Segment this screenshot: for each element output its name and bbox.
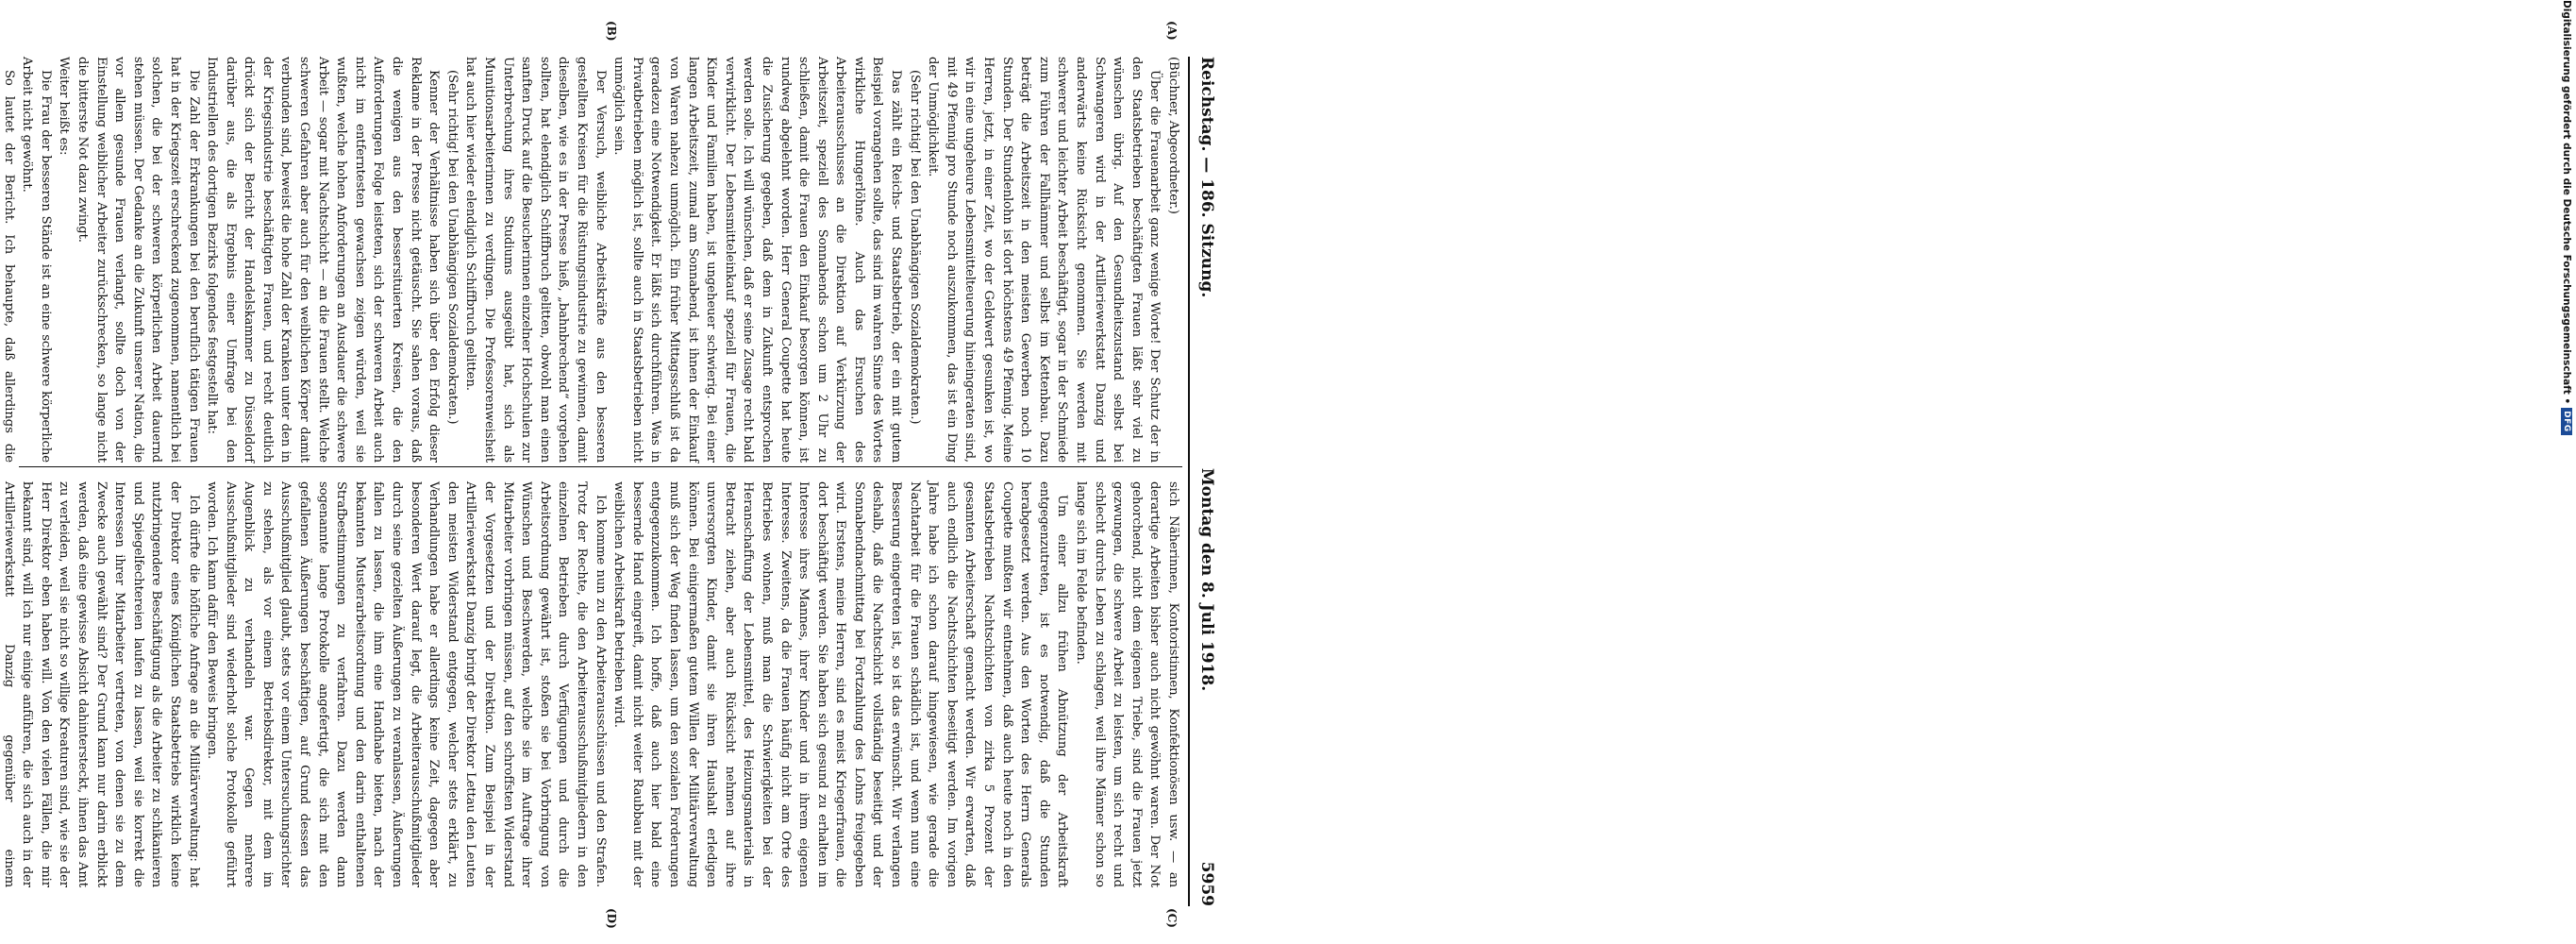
- paragraph: sich Näherinnen, Kontoristinnen, Konfektionösen usw. — an derartige Arbeiten bisher auch nicht gewöhnt waren. Der Not gehorchend, nicht dem eigenen Triebe, sind die Frauen jetzt gezwungen, die schwere Arbeit zu leisten, um sich recht und schlecht durchs Leben zu schlagen, weil ihre Männer schon so lange sich im Felde befinden.: [1074, 481, 1180, 887]
- interjection: (Sehr richtig! bei den Unabhängigen Sozialdemokraten.): [444, 70, 460, 425]
- header-left: Reichstag. — 186. Sitzung.: [1197, 57, 1216, 298]
- quotation: Die Zahl der Erkrankungen bei den beruflich tätigen Frauen hat in der Kriegszeit erschreckend zugenommen, namentlich bei solchen, die bei der schweren körperlichen Arbeit dauernd stehen müssen. Der Gedanke an die Zukunft unserer Nation, die vor allem gesunde Frauen verlangt, sollte doch von der Einstellung weiblicher Arbeiter zurückschrecken, so lange nicht die bitterste Not dazu zwingt.: [75, 57, 201, 463]
- paragraph: Weiter heißt es:: [57, 57, 72, 156]
- paragraph: Um einer allzu frühen Abnützung der Arbeitskraft entgegenzutreten, ist es notwendig, daß die Stunden herabgesetzt werden. Aus den Worten des Herrn Generals Coupette mußten wir entnehmen, daß auch heute noch in den Staatsbetrieben Nachtschichten von zirka 5 Prozent der gesamten Arbeiterschaft gemacht werden. Wir erwarten, daß auch endlich die Nachtschichten beseitigt werden. Im vorigen Jahre habe ich schon darauf hingewiesen, wie gerade die Nachtarbeit für die Frauen schädlich ist, und wenn nun eine Besserung eingetreten ist, so ist das erwünscht. Wir verlangen deshalb, daß die Nachtschicht vollständig beseitigt und der Sonnabendnachmittag bei Fortzahlung des Lohns freigegeben wird. Erstens, meine Herren, sind es meist Kriegerfrauen, die dort beschäftigt werden. Sie haben sich gesund zu erhalten im Interesse ihres Mannes, ihrer Kinder und in ihrem eigenen Interesse. Zweitens, da die Frauen häufig nicht am Orte des Betriebes wohnen, muß man die Schwierigkeiten bei der Heranschaffung der Lebensmittel, des Heizungsmaterials in Betracht ziehen, aber auch Rücksicht nehmen auf ihre unversorgten Kinder, damit sie ihren Haushalt erledigen können. Bei einigermaßen gutem Willen der Militärverwaltung muß sich der Weg finden lassen, um den sozialen Forderungen entgegenzukommen. Ich hoffe, daß auch hier bald eine bessernde Hand eingreift, damit nicht weiter Raubbau mit der weiblichen Arbeitskraft betrieben wird.: [611, 481, 1070, 887]
- page-number: 5959: [1197, 861, 1216, 906]
- paragraph: Ich komme nun zu den Arbeiterausschüssen und den Strafen. Trotz der Rechte, die den Arbeiterausschußmitgliedern in den einzelnen Betrieben durch Verfügungen und durch die Arbeitsordnung gewährt ist, stoßen sie bei Vorbringung von Wünschen und Beschwerden, welche sie im Auftrage ihrer Mitarbeiter vorbringen müssen, auf den schroffsten Widerstand der Vorgesetzten und der Direktion. Zum Beispiel in der Artilleriewerkstatt Danzig bringt der Direktor Lettau den Leuten den meisten Widerstand entgegen, welcher stets erklärt, zu Verhandlungen habe er allerdings keine Zeit, dagegen aber besonderen Wert darauf legt, die Arbeiterausschußmitglieder durch seine gezielten Äußerungen zu veranlassen, Äußerungen fallen zu lassen, die ihm eine Handhabe bieten, nach der bekannten Musterarbeitsordnung und den darin enthaltenen Strafbestimmungen zu verfahren. Dazu werden dann sogenannte lange Protokolle angefertigt, die sich mit den gefallenen Äußerungen beschäftigen, auf Grund dessen das Ausschußmitglied glaubt, stets vor einem Untersuchungsrichter zu stehen, als vor einem Betriebsdirektor, mit dem im Augenblick zu verhandeln war. Gegen mehrere Ausschußmitglieder sind wiederholt solche Protokolle geführt worden. Ich kann dafür den Beweis bringen.: [205, 481, 608, 887]
- margin-marker-b: (B): [605, 21, 618, 42]
- page-header: [1194, 57, 1220, 906]
- digitization-credit-sidebar: [1285, 0, 2572, 944]
- paragraph: Kenner der Verhältnisse haben sich über den Erfolg dieser Reklame in der Presse nicht getäuscht. Sie sahen voraus, daß die wenigen aus den bessersituierten Kreisen, die den Aufforderungen Folge leisteten, sich der schweren Arbeit auch nicht im entferntesten gewachsen zeigen würden, weil sie wußten, welche hohen Anforderungen an Ausdauer die schwere Arbeit — sogar mit Nachtschicht — an die Frauen stellt. Welche schweren Gefahren aber auch für den weiblichen Körper damit verbunden sind, beweist die hohe Zahl der Kranken unter den in der Kriegsindustrie beschäftigten Frauen, und recht deutlich drückt sich der Bericht der Handelskammer zu Düsseldorf darüber aus, die als Ergebnis einer Umfrage bei den Industriellen des dortigen Bezirks folgendes festgestellt hat:: [205, 57, 442, 463]
- left-column: [1, 57, 1182, 463]
- margin-marker-c: (C): [1165, 908, 1179, 928]
- speaker-note: (Büchner, Abgeordneter.): [1166, 57, 1180, 214]
- header-rule: [1188, 57, 1190, 906]
- quotation: Die Frau der besseren Stände ist an eine schwere körperliche Arbeit nicht gewöhnt.: [20, 57, 53, 463]
- right-column: [1, 481, 1182, 887]
- digitization-credit: [2557, 0, 2576, 944]
- paragraph: Ich dürfte die höfliche Anfrage an die Militärverwaltung: hat der Direktor eines Königlichen Staatsbetriebs wirklich keine nutzbringendere Beschäftigung als die Arbeiter zu schikanieren und Spiegelfechtereien laufen zu lassen, weil sie korrekt die Interessen ihrer Mitarbeiter vertreten, von denen sie zu dem Zwecke auch gewählt sind? Der Grund kann nur darin erblickt werden, daß eine gewisse Absicht dahintersteckt, ihnen das Amt zu verleiden, weil sie nicht so willige Kreaturen sind, wie sie der Herr Direktor eben haben will. Von den vielen Fällen, die mir bekannt sind, will ich nur einige anführen, die sich auch in der Artilleriewerkstatt Danzig gegenüber einem: [1, 481, 201, 887]
- paragraph: Der Versuch, weibliche Arbeitskräfte aus den besseren gestellten Kreisen für die Rüstungsindustrie zu gewinnen, damit dieselben, wie es in der Presse hieß, „bahnbrechend“ vorgehen sollten, hat elendiglich Schiffbruch gelitten, obwohl man einen sanften Druck auf die Besucherinnen einzelner Hochschulen zur Unterbrechung ihres Studiums ausgeübt hat, sich als Munitionsarbeiterinnen zu verdingen. Die Professorenweisheit hat auch hier wieder elendiglich Schiffbruch gelitten.: [463, 57, 608, 463]
- interjection: (Sehr richtig! bei den Unabhängigen Sozialdemokraten.): [907, 70, 922, 425]
- column-divider: [19, 466, 1182, 467]
- paragraph: Über die Frauenarbeit ganz wenige Worte! Der Schutz der in den Staatsbetrieben beschäftigten Frauen läßt sehr viel zu wünschen übrig. Auf den Gesundheitszustand selbst bei Schwangeren wird in der Artilleriewerkstatt Danzig und anderwärts keine Rücksicht genommen. Sie werden mit schwerer und leichter Arbeit beschäftigt, sogar in der Schmiede zum Führen der Fallhämmer und selbst im Kettenbau. Dazu beträgt die Arbeitszeit in den meisten Gewerben noch 10 Stunden. Der Stundenlohn ist dort höchstens 49 Pfennig. Meine Herren, jetzt, in einer Zeit, wo der Geldwert gesunken ist, wo wir in eine ungeheure Lebensmittelteuerung hineingeraten sind, mit 49 Pfennig pro Stunde noch auszukommen, das ist ein Ding der Unmöglichkeit.: [926, 57, 1163, 463]
- paragraph: So lautet der Bericht. Ich behaupte, daß allerdings die: [1, 70, 16, 463]
- document-page: [0, 0, 1269, 944]
- digitization-credit-text: Digitalisierung gefördert durch die Deutsche Forschungsgemeinschaft •: [2561, 0, 2572, 405]
- header-date: Montag den 8. Juli 1918.: [1197, 467, 1216, 692]
- margin-marker-a: (A): [1165, 21, 1179, 41]
- paragraph: Das zählt ein Reichs- und Staatsbetrieb, der ein mit gutem Beispiel vorangehen sollte, das sind im wahren Sinne des Wortes wirkliche Hungerlöhne. Auch das Ersuchen des Arbeiterausschusses an die Direktion auf Verkürzung der Arbeitszeit, speziell des Sonnabends schon um 2 Uhr zu schließen, damit die Frauen den Einkauf besorgen können, ist rundweg abgelehnt worden. Herr General Coupette hat heute die Zusicherung gegeben, daß dem in Zukunft entsprochen werden solle. Ich will wünschen, daß er seine Zusage recht bald verwirklicht. Der Lebensmitteleinkauf speziell für Frauen, die Kinder und Familien haben, ist ungeheuer schwierig. Bei einer langen Arbeitszeit, zumal am Sonnabend, ist ihnen der Einkauf von Waren nahezu unmöglich. Ein früher Mittagsschluß ist da geradezu eine Notwendigkeit. Er läßt sich durchführen. Was in Privatbetrieben möglich ist, sollte auch in Staatsbetrieben nicht unmöglich sein.: [611, 57, 904, 463]
- dfg-logo-icon: DFG: [2561, 408, 2572, 435]
- margin-marker-d: (D): [605, 908, 618, 929]
